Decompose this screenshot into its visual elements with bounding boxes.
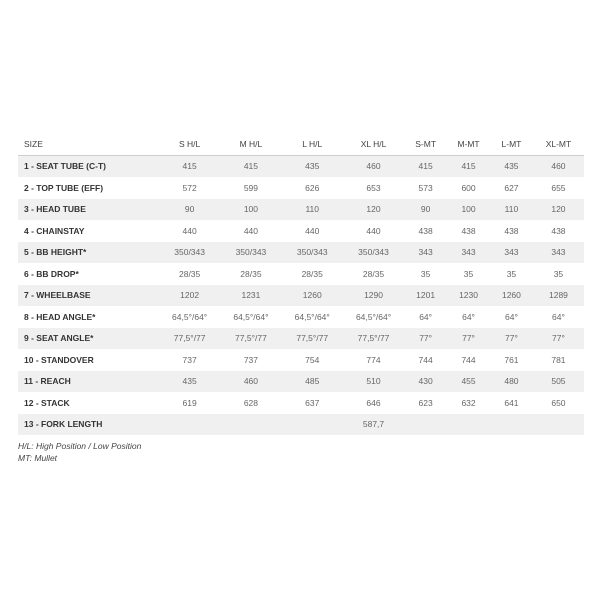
table-row	[18, 371, 584, 393]
table-cell: 77,5°/77	[220, 328, 281, 350]
table-cell: 77°	[490, 328, 533, 350]
table-cell: 600	[461, 182, 476, 193]
table-row	[18, 177, 584, 199]
row-label: 8 - HEAD ANGLE*	[24, 311, 96, 322]
note-mt: MT: Mullet	[18, 453, 58, 463]
table-cell: 64°	[419, 311, 433, 322]
table-cell: 599	[243, 182, 259, 193]
table-cell: 440	[182, 225, 197, 236]
table-header	[18, 133, 584, 155]
table-cell: 435	[159, 371, 220, 393]
table-cell: 350/343	[220, 242, 281, 264]
table-cell: 653	[366, 182, 381, 193]
table-cell: 737	[243, 354, 259, 365]
table-cell: 64,5°/64°	[294, 311, 330, 322]
table-cell: 781	[551, 354, 566, 365]
table-row	[18, 306, 584, 328]
table-cell: 438	[418, 225, 433, 236]
table-cell: 761	[504, 354, 519, 365]
table-cell: 415	[447, 155, 490, 177]
table-cell: 650	[551, 397, 566, 408]
table-cell: 415	[404, 155, 447, 177]
table-cell: 744	[418, 354, 433, 365]
table-row	[18, 285, 584, 307]
table-cell: 28/35	[240, 268, 262, 279]
header-col-1: S H/L	[159, 133, 220, 155]
table-row	[18, 349, 584, 371]
empty-cell	[490, 414, 533, 436]
empty-cell	[533, 414, 584, 436]
table-cell: 64,5°/64°	[233, 311, 269, 322]
table-cell: 438	[461, 225, 476, 236]
row-label: 10 - STANDOVER	[24, 354, 94, 365]
empty-cell	[220, 414, 281, 436]
table-cell: 440	[305, 225, 320, 236]
table-cell: 28/35	[178, 268, 201, 279]
table-cell: 28/35	[301, 268, 323, 279]
table-cell: 460	[220, 371, 281, 393]
table-cell: 485	[282, 371, 343, 393]
table-cell: 632	[461, 397, 476, 408]
table-cell: 1201	[404, 285, 447, 307]
table-row-fork-length	[18, 414, 584, 436]
table-row	[18, 392, 584, 414]
table-cell: 438	[551, 225, 566, 236]
table-cell: 350/343	[159, 242, 220, 264]
table-cell: 77,5°/77	[159, 328, 220, 350]
table-row	[18, 263, 584, 285]
table-cell: 510	[343, 371, 404, 393]
table-cell: 744	[461, 354, 476, 365]
table-cell: 35	[420, 268, 431, 279]
table-cell: 77°	[404, 328, 447, 350]
table-cell: 573	[418, 182, 433, 193]
header-col-3: L H/L	[282, 133, 343, 155]
table-cell: 1260	[490, 285, 533, 307]
table-cell: 430	[404, 371, 447, 393]
table-cell: 623	[418, 397, 433, 408]
table-cell: 64°	[505, 311, 518, 322]
row-label: 4 - CHAINSTAY	[24, 225, 85, 236]
table-row	[18, 242, 584, 264]
table-cell: 343	[447, 242, 490, 264]
table-cell: 646	[366, 397, 381, 408]
geometry-table	[18, 133, 584, 435]
table-cell: 64,5°/64°	[172, 311, 208, 322]
table-cell: 480	[490, 371, 533, 393]
table-cell: 120	[343, 199, 404, 221]
row-label: 7 - WHEELBASE	[18, 285, 159, 307]
table-cell: 120	[533, 199, 584, 221]
table-cell: 110	[282, 199, 343, 221]
table-cell: 90	[159, 199, 220, 221]
table-cell: 628	[243, 397, 259, 408]
header-col-4: XL H/L	[343, 133, 404, 155]
table-cell: 100	[220, 199, 281, 221]
table-cell: 641	[504, 397, 519, 408]
table-cell: 440	[366, 225, 381, 236]
table-cell: 737	[182, 354, 197, 365]
header-row	[18, 133, 584, 155]
row-label: 3 - HEAD TUBE	[18, 199, 159, 221]
table-cell: 350/343	[282, 242, 343, 264]
table-cell: 415	[159, 155, 220, 177]
footnotes	[18, 440, 584, 464]
empty-cell	[447, 414, 490, 436]
table-cell: 343	[490, 242, 533, 264]
table-cell: 1202	[159, 285, 220, 307]
table-cell: 460	[533, 155, 584, 177]
table-cell: 64°	[552, 311, 565, 322]
header-col-8: XL-MT	[533, 133, 584, 155]
table-cell: 415	[220, 155, 281, 177]
table-row	[18, 155, 584, 177]
table-cell: 637	[305, 397, 320, 408]
table-cell: 627	[504, 182, 519, 193]
table-cell: 64°	[462, 311, 475, 322]
row-label: 9 - SEAT ANGLE*	[18, 328, 159, 350]
table-cell: 1290	[343, 285, 404, 307]
header-col-2: M H/L	[220, 133, 281, 155]
row-label: 1 - SEAT TUBE (C-T)	[18, 155, 159, 177]
note-hl: H/L: High Position / Low Position	[18, 441, 142, 451]
header-col-7: L-MT	[490, 133, 533, 155]
table-cell: 440	[243, 225, 259, 236]
table-cell: 1230	[447, 285, 490, 307]
table-cell: 754	[305, 354, 320, 365]
table-cell: 1289	[533, 285, 584, 307]
table-cell: 35	[506, 268, 517, 279]
table-row	[18, 199, 584, 221]
header-size: SIZE	[18, 133, 159, 155]
table-cell: 100	[447, 199, 490, 221]
geometry-sheet	[18, 133, 584, 464]
empty-cell	[159, 414, 220, 436]
table-cell: 64,5°/64°	[355, 311, 392, 322]
row-label: 5 - BB HEIGHT*	[18, 242, 159, 264]
table-cell: 77°	[533, 328, 584, 350]
table-cell: 343	[533, 242, 584, 264]
row-label: 2 - TOP TUBE (EFF)	[24, 182, 104, 193]
table-cell: 350/343	[343, 242, 404, 264]
table-cell: 77,5°/77	[282, 328, 343, 350]
row-label: 13 - FORK LENGTH	[18, 414, 159, 436]
table-cell: 572	[182, 182, 197, 193]
table-cell: 77°	[447, 328, 490, 350]
header-col-6: M-MT	[447, 133, 490, 155]
table-cell: 505	[533, 371, 584, 393]
table-cell: 110	[490, 199, 533, 221]
table-cell: 438	[504, 225, 519, 236]
table-cell: 619	[182, 397, 197, 408]
row-label: 6 - BB DROP*	[24, 268, 79, 279]
table-cell: 655	[551, 182, 566, 193]
table-cell: 77,5°/77	[343, 328, 404, 350]
table-cell: 343	[404, 242, 447, 264]
header-col-5: S-MT	[404, 133, 447, 155]
table-cell: 90	[404, 199, 447, 221]
table-cell: 35	[553, 268, 564, 279]
fork-length-value: 587,7	[343, 414, 404, 436]
table-cell: 1231	[220, 285, 281, 307]
table-row	[18, 328, 584, 350]
table-cell: 1260	[282, 285, 343, 307]
table-row	[18, 220, 584, 242]
table-cell: 774	[366, 354, 381, 365]
row-label: 12 - STACK	[24, 397, 70, 408]
row-label: 11 - REACH	[18, 371, 159, 393]
table-cell: 28/35	[362, 268, 385, 279]
table-cell: 626	[305, 182, 320, 193]
table-cell: 435	[490, 155, 533, 177]
table-body	[18, 155, 584, 435]
table-cell: 435	[282, 155, 343, 177]
table-cell: 35	[463, 268, 474, 279]
table-cell: 460	[343, 155, 404, 177]
table-cell: 455	[447, 371, 490, 393]
empty-cell	[404, 414, 447, 436]
empty-cell	[282, 414, 343, 436]
